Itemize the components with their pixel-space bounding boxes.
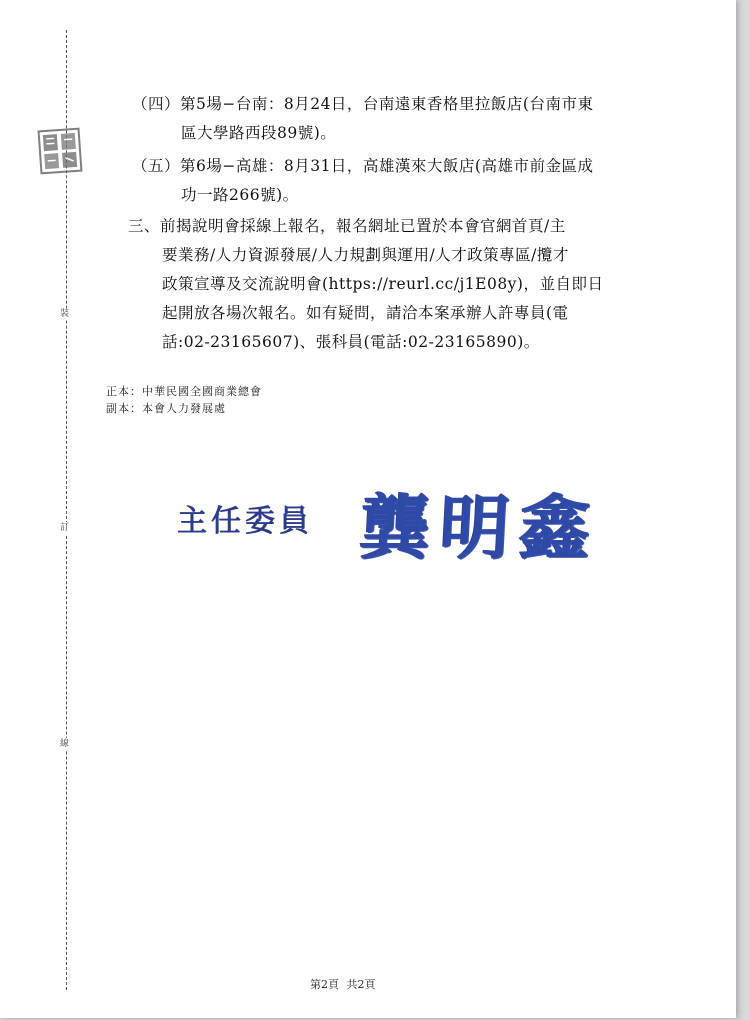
- received-stamp-icon: [36, 127, 83, 176]
- binding-dashed-line: [66, 30, 67, 990]
- signer-name-stamp: 龔明鑫: [357, 486, 602, 569]
- section-three-line4: 起開放各場次報名。如有疑問，請洽本案承辦人許專員(電: [162, 304, 569, 322]
- binding-mark-zhuang: 裝: [60, 309, 70, 319]
- item-five-line1: （五）第6場−高雄：8月31日，高雄漢來大飯店(高雄市前金區成: [132, 157, 594, 175]
- item-five-line2: 功一路266號)。: [181, 186, 299, 204]
- main-copy-recipient: 正本：中華民國全國商業總會: [106, 385, 262, 398]
- section-three-line5: 話:02-23165607)、張科員(電話:02-23165890)。: [162, 333, 540, 351]
- signer-title: 主任委員: [177, 504, 313, 539]
- binding-mark-xian: 線: [60, 739, 70, 749]
- item-four-line2: 區大學路西段89號)。: [181, 124, 337, 142]
- page-number: 第2頁 共2頁: [310, 978, 376, 991]
- cc-copy-recipient: 副本：本會人力發展處: [106, 402, 226, 415]
- item-four-line1: （四）第5場−台南：8月24日，台南遠東香格里拉飯店(台南市東: [132, 95, 594, 113]
- section-three-line3: 政策宣導及交流說明會(https://reurl.cc/j1E08y)，並自即日: [162, 275, 604, 293]
- binding-mark-ding: 訂: [60, 523, 70, 533]
- section-three-line1: 三、前揭說明會採線上報名，報名網址已置於本會官網首頁/主: [128, 217, 566, 235]
- section-three-line2: 要業務/人力資源發展/人力規劃與運用/人才政策專區/攬才: [162, 246, 569, 264]
